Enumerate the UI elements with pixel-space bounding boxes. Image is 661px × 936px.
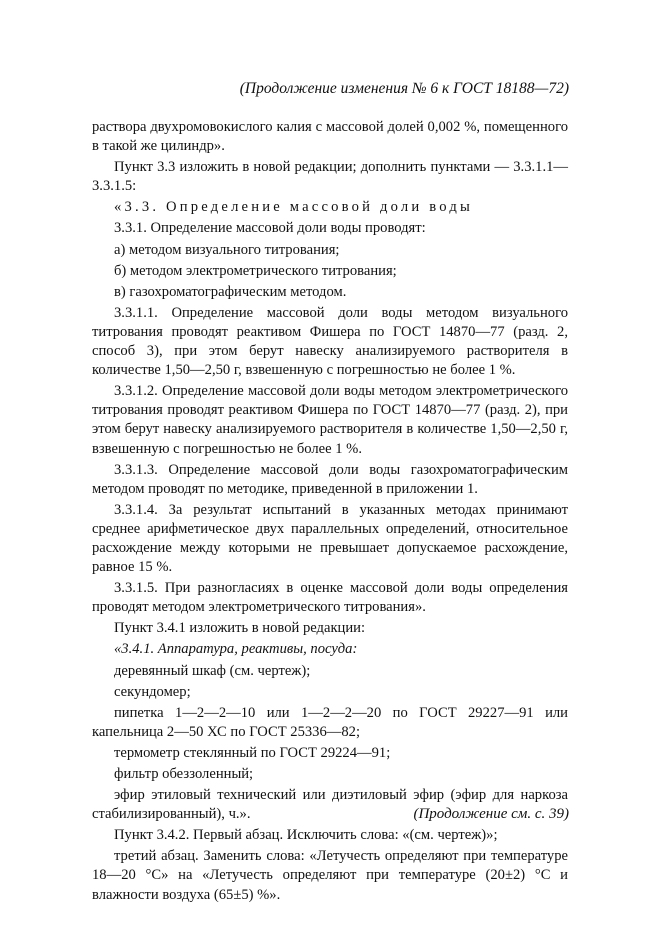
list-item-filter: фильтр обеззоленный;: [114, 766, 254, 782]
list-item-cabinet: деревянный шкаф (см. чертеж);: [114, 662, 311, 679]
page-footer: (Продолжение см. с. 39): [413, 806, 569, 822]
paragraph-3-4-1-heading: «3.4.1. Аппаратура, реактивы, посуда:: [114, 641, 358, 658]
paragraph-point-3-3: Пункт 3.3 изложить в новой редакции; дополнить пунктами — 3.3.1.1—3.3.1.5:: [92, 159, 568, 195]
paragraph-point-3-4-1: Пункт 3.4.1 изложить в новой редакции:: [114, 620, 366, 637]
paragraph-3-3-1-5: 3.3.1.5. При разногласиях в оценке массовой доли воды определения проводят методом электрометрического титрования».: [92, 580, 568, 616]
list-item-stopwatch: секундомер;: [114, 683, 191, 700]
paragraph-3-3-1: 3.3.1. Определение массовой доли воды проводят:: [114, 220, 426, 237]
section-heading-3-3: «3.3. Определение массовой доли воды: [114, 199, 473, 216]
page-header: (Продолжение изменения № 6 к ГОСТ 18188—72): [239, 80, 569, 97]
paragraph-continuation: раствора двухромовокислого калия с массовой долей 0,002 %, помещенного в такой же цилиндр».: [92, 119, 568, 155]
paragraph-3-3-1-2: 3.3.1.2. Определение массовой доли воды методом электрометрического титрования проводят реактивом Фишера по ГОСТ 14870—77 (разд. 2), при этом берут навеску анализируемого растворителя в количестве 1,50—2,50 г, взвешенную с погрешностью не более 1 %.: [92, 383, 568, 457]
list-item-ether: эфир этиловый технический или диэтиловый эфир (эфир для наркоза стабилизированный), ч.».: [92, 787, 568, 823]
paragraph-3-3-1-1: 3.3.1.1. Определение массовой доли воды методом визуального титрования проводят реактивом Фишера по ГОСТ 14870—77 (разд. 2, способ 3), при этом берут навеску анализируемого растворителя в количестве 1,50—2,50 г, взвешенную с погрешностью не более 1 %.: [92, 304, 568, 379]
paragraph-3-3-1-3: 3.3.1.3. Определение массовой доли воды газохроматографическим методом проводят по методике, приведенной в приложении 1.: [92, 461, 568, 497]
list-item-thermometer: термометр стеклянный по ГОСТ 29224—91;: [114, 744, 391, 761]
list-item-v: в) газохроматографическим методом.: [114, 283, 347, 300]
list-item-a: а) методом визуального титрования;: [114, 241, 340, 258]
list-item-b: б) методом электрометрического титрования;: [114, 262, 397, 279]
list-item-pipette: пипетка 1—2—2—10 или 1—2—2—20 по ГОСТ 29227—91 или капельница 2—50 ХС по ГОСТ 25336—82;: [92, 704, 568, 740]
paragraph-third-abzac: третий абзац. Заменить слова: «Летучесть определяют при температуре 18—20 °С» на «Летучесть определяют при температуре (20±2) °С и влажности воздуха (65±5) %».: [92, 848, 568, 903]
document-body: [92, 118, 568, 907]
paragraph-point-3-4-2: Пункт 3.4.2. Первый абзац. Исключить слова: «(см. чертеж)»;: [114, 827, 498, 844]
paragraph-3-3-1-4: 3.3.1.4. За результат испытаний в указанных методах принимают среднее арифметическое двух параллельных определений, относительное расхождение между которыми не превышает допускаемое расхождение, равное 15 %.: [92, 501, 568, 576]
